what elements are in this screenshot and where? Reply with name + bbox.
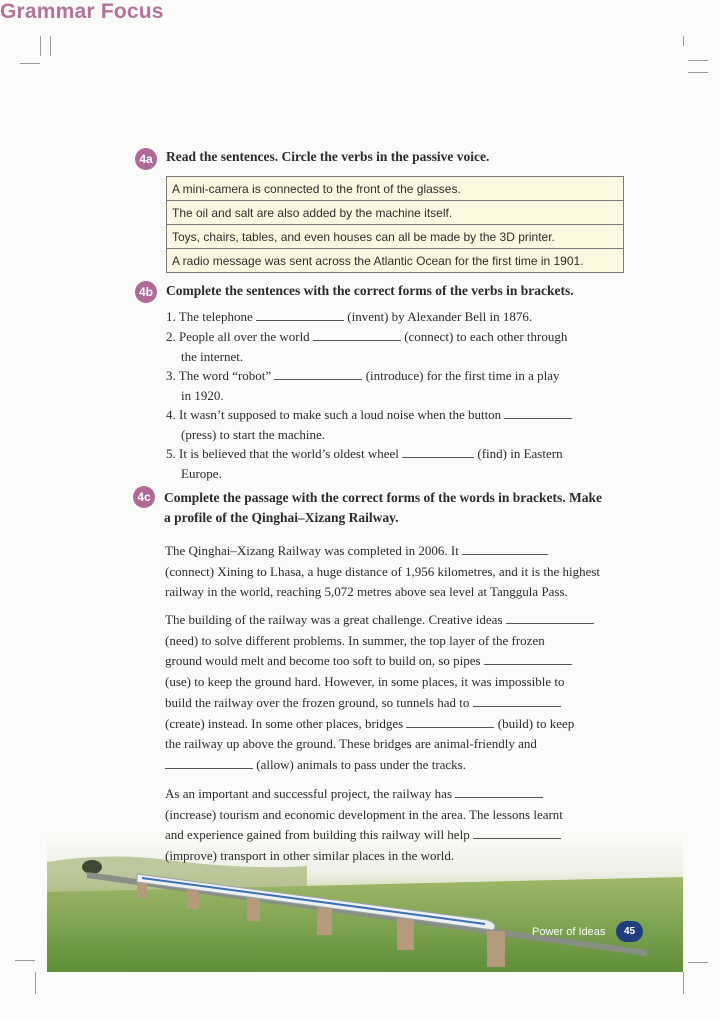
question-text: People all over the world (179, 329, 310, 344)
section-4c-instruction: Complete the passage with the correct forms of the words in brackets. Make a profile of the Qinghai–Xizang Railway. (164, 490, 603, 525)
question-1 (166, 307, 624, 327)
question-text: The telephone (178, 309, 253, 324)
answer-blank[interactable] (473, 827, 561, 839)
question-number: 4. (166, 407, 176, 422)
passage-paragraph-2: The building of the railway was a great challenge. Creative ideas (need) to solve different problems. In summer, the top layer of the frozen ground would melt and become too soft to build on, so pipes (use) to keep the ground hard. However, in some places, it was impossible to build the railway over the frozen ground, so tunnels had to (create) instead. In some other places, bridges (build) to keep the railway up above the ground. These bridges are animal-friendly and (allow) animals to pass under the tracks. (165, 610, 613, 776)
crop-mark (688, 72, 708, 73)
table-row (167, 201, 624, 225)
question-text: the internet. (181, 348, 244, 364)
passage-paragraph-3: As an important and successful project, the railway has (increase) tourism and economic development in the area. The lessons learnt and experience gained from building this railway will help (improve) transport in other similar places in the world. (165, 786, 563, 864)
answer-blank[interactable] (462, 543, 548, 555)
answer-blank[interactable] (256, 309, 344, 321)
question-text: It is believed that the world’s oldest wheel (179, 446, 399, 461)
table-row (167, 225, 624, 249)
section-4c-badge: 4c (133, 486, 155, 508)
section-4b-badge: 4b (135, 281, 157, 303)
crop-mark (15, 960, 35, 961)
crop-mark (20, 63, 40, 64)
crop-mark (683, 972, 684, 994)
table-cell: Toys, chairs, tables, and even houses can all be made by the 3D printer. (167, 225, 624, 249)
question-number: 2. (166, 329, 176, 344)
question-text: (press) to start the machine. (181, 426, 326, 442)
footer-unit-label: Power of Ideas (532, 926, 606, 938)
section-4b-instruction: Complete the sentences with the correct forms of the verbs in brackets. (166, 283, 574, 298)
answer-blank[interactable] (313, 329, 401, 341)
question-text: Europe. (181, 465, 222, 481)
question-5 (166, 444, 624, 483)
table-cell: The oil and salt are also added by the machine itself. (167, 201, 624, 225)
answer-blank[interactable] (165, 757, 253, 769)
table-cell: A mini-camera is connected to the front of the glasses. (167, 177, 624, 201)
page-title: Grammar Focus (0, 0, 164, 23)
passage-paragraph-1: The Qinghai–Xizang Railway was completed in 2006. It (connect) Xining to Lhasa, a huge distance of 1,956 kilometres, and it is the highest railway in the world, reaching 5,072 metres above sea level at Tanggula Pass. (165, 543, 601, 600)
answer-blank[interactable] (473, 695, 561, 707)
page-number-badge: 45 (616, 921, 643, 942)
question-number: 5. (166, 446, 176, 461)
answer-blank[interactable] (484, 653, 572, 665)
question-text: The word “robot” (178, 368, 272, 383)
question-number: 1. (166, 309, 176, 324)
question-text: It wasn’t supposed to make such a loud noise when the button (179, 407, 502, 422)
answer-blank[interactable] (274, 368, 362, 380)
passive-sentences-table (166, 176, 624, 273)
answer-blank[interactable] (455, 786, 543, 798)
crop-mark (50, 36, 51, 56)
crop-mark (40, 36, 41, 56)
question-4 (166, 405, 624, 444)
crop-mark (688, 60, 708, 61)
question-text: (invent) by Alexander Bell in 1876. (347, 309, 533, 324)
question-text: (connect) to each other through (404, 329, 568, 344)
question-3 (166, 366, 624, 405)
question-number: 3. (166, 368, 176, 383)
crop-mark (35, 972, 36, 994)
section-4a-instruction: Read the sentences. Circle the verbs in the passive voice. (166, 149, 490, 164)
table-row (167, 249, 624, 273)
table-row (167, 177, 624, 201)
table-cell: A radio message was sent across the Atlantic Ocean for the first time in 1901. (167, 249, 624, 273)
answer-blank[interactable] (402, 446, 474, 458)
answer-blank[interactable] (504, 407, 572, 419)
question-text: (find) in Eastern (477, 446, 563, 461)
answer-blank[interactable] (406, 716, 494, 728)
answer-blank[interactable] (506, 612, 594, 624)
section-4a-badge: 4a (135, 148, 157, 170)
question-text: in 1920. (181, 387, 224, 403)
question-text: (introduce) for the first time in a play (365, 368, 560, 383)
crop-mark (688, 962, 708, 963)
crop-mark (683, 36, 684, 46)
question-2 (166, 327, 624, 366)
